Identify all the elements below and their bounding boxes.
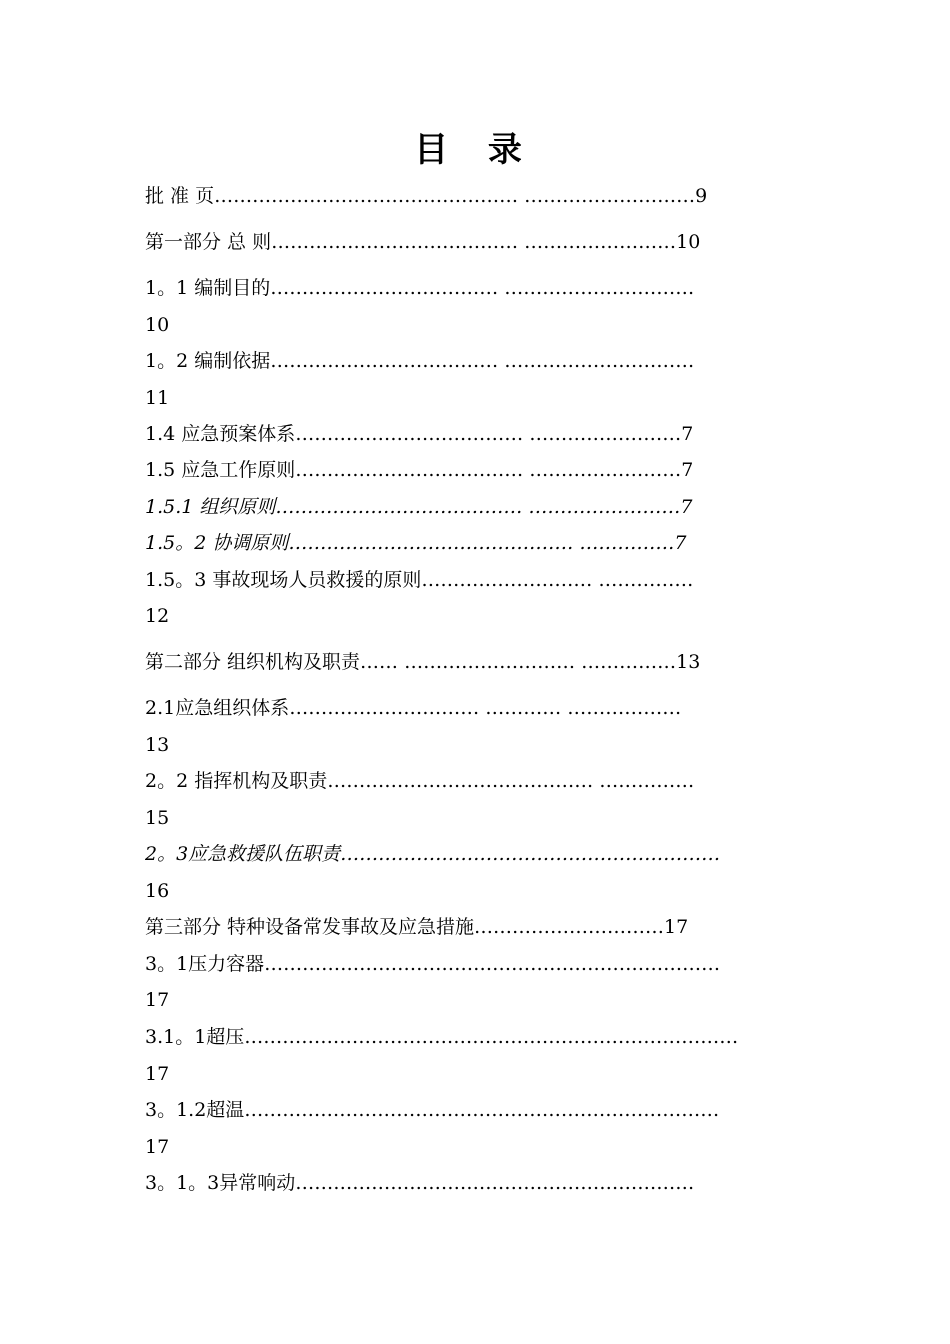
toc-entry: 3.1。1超压…………………………………………………………………… bbox=[145, 1026, 739, 1048]
toc-page-number: 16 bbox=[145, 880, 170, 902]
toc-entry: 1.5 应急工作原则……………………………… ……………………7 bbox=[145, 459, 694, 481]
toc-page-number: 17 bbox=[145, 989, 170, 1011]
toc-entry: 3。1。3异常响动……………………………………………………… bbox=[145, 1172, 695, 1194]
toc-entry: 1。2 编制依据……………………………… ………………………… bbox=[145, 350, 695, 372]
toc-entry: 1.4 应急预案体系……………………………… ……………………7 bbox=[145, 423, 694, 445]
toc-entry: 1。1 编制目的……………………………… ………………………… bbox=[145, 277, 695, 299]
toc-page-number: 12 bbox=[145, 605, 170, 627]
toc-entry: 第三部分 特种设备常发事故及应急措施…………………………17 bbox=[145, 916, 689, 938]
toc-page-number: 15 bbox=[145, 807, 170, 829]
toc-page-number: 10 bbox=[145, 314, 170, 336]
toc-page-number: 13 bbox=[145, 734, 170, 756]
toc-entry: 1.5。2 协调原则……………………………………… ……………7 bbox=[145, 532, 687, 554]
toc-entry: 第一部分 总 则………………………………… ……………………10 bbox=[145, 231, 701, 253]
toc-entry: 2.1应急组织体系………………………… ………… ……………… bbox=[145, 697, 682, 719]
toc-entry: 2。3应急救援队伍职责…………………………………………………… bbox=[145, 843, 721, 865]
toc-entry: 3。1.2超温………………………………………………………………… bbox=[145, 1099, 720, 1121]
toc-page-number: 17 bbox=[145, 1136, 170, 1158]
toc-entry: 1.5.1 组织原则………………………………… ……………………7 bbox=[145, 496, 693, 518]
toc-entry: 3。1压力容器……………………………………………………………… bbox=[145, 953, 721, 975]
toc-entry: 批 准 页………………………………………… ………………………9 bbox=[145, 185, 708, 207]
toc-title: 目 录 bbox=[414, 130, 536, 170]
toc-page-number: 17 bbox=[145, 1063, 170, 1085]
toc-page-number: 11 bbox=[145, 387, 170, 409]
toc-entry: 1.5。3 事故现场人员救援的原则……………………… …………… bbox=[145, 569, 694, 591]
toc-entry: 第二部分 组织机构及职责…… ……………………… ……………13 bbox=[145, 651, 701, 673]
toc-entry: 2。2 指挥机构及职责…………………………………… …………… bbox=[145, 770, 695, 792]
